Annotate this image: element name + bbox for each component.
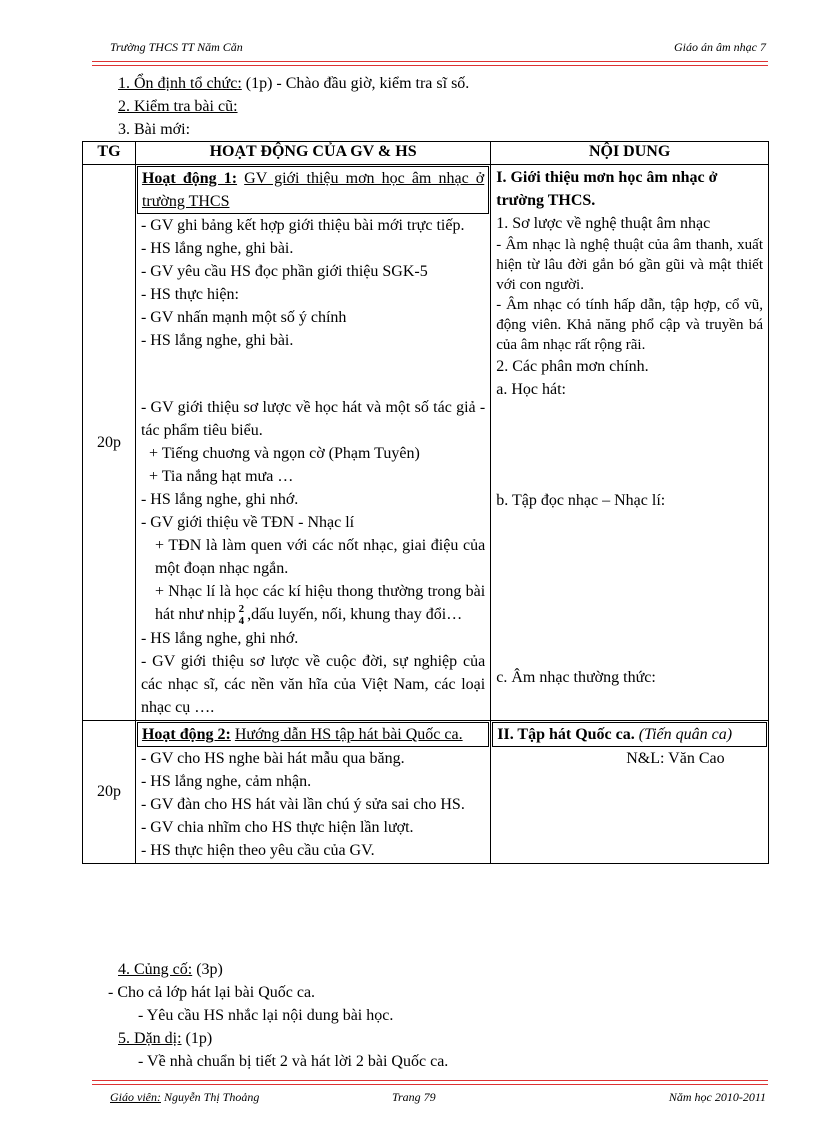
- list-item: - GV chia nhĩm cho HS thực hiện lần lượt.: [140, 819, 414, 837]
- list-item: + Tia nắng hạt mưa …: [148, 468, 294, 485]
- page-number: Trang 79: [392, 1090, 436, 1104]
- footer-rule-thin: [92, 1084, 768, 1085]
- step-5: 5. Dặn dị: (1p): [118, 1030, 213, 1047]
- content-item: a. Học hát:: [496, 381, 566, 398]
- table-row: [83, 721, 769, 864]
- list-item: - GV ghi bảng kết hợp giới thiệu bài mới trực tiếp.: [140, 217, 465, 234]
- list-item: - GV giới thiệu về TĐN - Nhạc lí: [140, 514, 355, 531]
- list-item: - Yêu cầu HS nhắc lại nội dung bài học.: [138, 1007, 394, 1024]
- list-item: - Cho cả lớp hát lại bài Quốc ca.: [108, 984, 316, 1001]
- lesson-closing: [108, 958, 449, 1073]
- table-header-row: [83, 142, 769, 165]
- content-title: I. Giới thiệu mơn học âm nhạc ở trường THCS.: [496, 169, 718, 209]
- lesson-table: [82, 141, 769, 864]
- school-name: Trường THCS TT Năm Căn: [110, 40, 243, 54]
- teacher: Giáo viên: Nguyễn Thị Thoảng: [110, 1090, 260, 1104]
- content-title: II. Tập hát Quốc ca. (Tiến quân ca): [492, 722, 767, 747]
- list-item: - HS lắng nghe, ghi bài.: [140, 240, 294, 257]
- time-cell: 20p: [83, 165, 136, 721]
- step-4: 4. Củng cố: (3p): [118, 961, 223, 978]
- content-item: - Âm nhạc có tính hấp dẫn, tập hợp, cổ vũ, động viên. Khả năng phổ cập và truyền bá của âm nhạc rất rộng rãi.: [496, 297, 763, 353]
- activity-cell: [135, 165, 490, 721]
- list-item: - HS lắng nghe, cảm nhận.: [140, 773, 312, 791]
- list-item: - GV giới thiệu sơ lược về cuộc đời, sự nghiệp của các nhạc sĩ, các nền văn hĩa của Việt Nam, các loại nhạc cụ ….: [140, 653, 486, 717]
- list-item: - HS thực hiện:: [140, 286, 239, 303]
- subject-name: Giáo án âm nhạc 7: [674, 40, 766, 54]
- list-item: - GV đàn cho HS hát vài lần chú ý sửa sai cho HS.: [140, 796, 465, 814]
- content-cell: [491, 165, 769, 721]
- list-item: - HS lắng nghe, ghi nhớ.: [140, 491, 299, 508]
- lesson-intro: [118, 72, 469, 141]
- list-item: - GV nhấn mạnh một số ý chính: [140, 309, 347, 326]
- col-header-tg: TG: [83, 142, 136, 165]
- list-item: - Về nhà chuẩn bị tiết 2 và hát lời 2 bài Quốc ca.: [138, 1053, 449, 1070]
- list-item: + TĐN là làm quen với các nốt nhạc, giai điệu của một đoạn nhạc ngắn.: [154, 537, 486, 577]
- header-rule-thin: [92, 65, 768, 66]
- song-author: N&L: Văn Cao: [626, 750, 725, 768]
- step-2: 2. Kiểm tra bài cũ:: [118, 98, 238, 115]
- col-header-activity: HOẠT ĐỘNG CỦA GV & HS: [135, 142, 490, 165]
- step-1: 1. Ổn định tổ chức: (1p) - Chào đầu giờ, kiểm tra sĩ số.: [118, 75, 470, 92]
- header-rule: [92, 61, 768, 62]
- col-header-content: NỘI DUNG: [491, 142, 769, 165]
- step-3: 3. Bài mới:: [118, 121, 191, 138]
- activity-title: Hoạt động 1: GV giới thiệu mơn học âm nhạc ở trường THCS: [137, 166, 489, 214]
- content-item: c. Âm nhạc thường thức:: [496, 669, 656, 686]
- content-item: b. Tập đọc nhạc – Nhạc lí:: [496, 492, 666, 509]
- list-item: - HS lắng nghe, ghi nhớ.: [140, 630, 299, 648]
- list-item: - GV yêu cầu HS đọc phần giới thiệu SGK-5: [140, 263, 428, 280]
- content-item: - Âm nhạc là nghệ thuật của âm thanh, xuất hiện từ lâu đời gắn bó gần gũi và mật thiết với con người.: [496, 237, 763, 293]
- time-signature: 2 4: [238, 603, 245, 628]
- time-cell: 20p: [83, 721, 136, 864]
- table-row: [83, 165, 769, 721]
- list-item: + Nhạc lí là học các kí hiệu thong thường trong bài hát như nhịp 2 4 ,dấu luyến, nối, khung thay đổi…: [154, 583, 486, 628]
- list-item: - GV cho HS nghe bài hát mẫu qua băng.: [140, 750, 405, 768]
- page-footer: [110, 1090, 766, 1108]
- list-item: - GV giới thiệu sơ lược về học hát và một số tác giả - tác phẩm tiêu biểu.: [140, 399, 486, 439]
- content-cell: [491, 721, 769, 864]
- content-item: 2. Các phân mơn chính.: [496, 358, 649, 375]
- activity-cell: [135, 721, 490, 864]
- content-item: 1. Sơ lược về nghệ thuật âm nhạc: [496, 215, 711, 232]
- page-header: [110, 40, 766, 58]
- list-item: - HS lắng nghe, ghi bài.: [140, 332, 294, 349]
- list-item: - HS thực hiện theo yêu cầu của GV.: [140, 842, 375, 860]
- list-item: + Tiếng chuơng và ngọn cờ (Phạm Tuyên): [148, 445, 420, 462]
- school-year: Năm học 2010-2011: [668, 1090, 766, 1104]
- activity-title: Hoạt động 2: Hướng dẫn HS tập hát bài Quốc ca.: [137, 722, 489, 747]
- footer-rule: [92, 1080, 768, 1081]
